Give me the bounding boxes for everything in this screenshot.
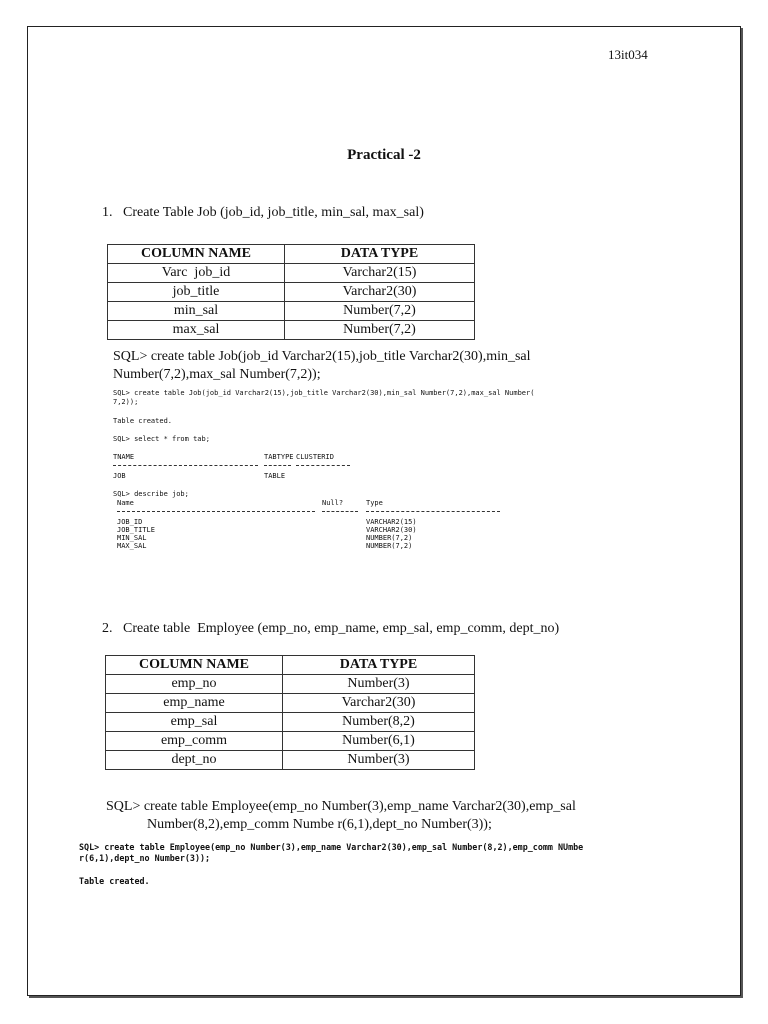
question-2-title: 2. Create table Employee (emp_no, emp_name, emp_sal, emp_comm, dept_no)	[102, 621, 560, 636]
table-header-row	[106, 656, 475, 675]
console-line: SQL> select * from tab;	[113, 435, 210, 443]
desc-header-name: Name	[117, 499, 134, 507]
table-row	[108, 283, 475, 302]
column-name-cell: Varc job_id	[108, 264, 285, 283]
desc-row-type: VARCHAR2(30)	[366, 526, 417, 534]
table-row	[106, 751, 475, 770]
desc-header-null: Null?	[322, 499, 344, 507]
console-line: SQL> create table Job(job_id Varchar2(15),job_title Varchar2(30),min_sal Number(7,2),max_sal Number(	[113, 389, 535, 397]
tab-header-tabtype: TABTYPE	[264, 453, 294, 461]
tab-header-clusterid: CLUSTERID	[296, 453, 334, 461]
data-type-header: DATA TYPE	[283, 656, 475, 675]
column-name-cell: emp_comm	[106, 732, 283, 751]
data-type-cell: Varchar2(30)	[283, 694, 475, 713]
console-line: SQL> describe job;	[113, 490, 189, 498]
table-header-row	[108, 245, 475, 264]
data-type-cell: Number(7,2)	[285, 321, 475, 340]
table-row	[106, 675, 475, 694]
desc-row-type: NUMBER(7,2)	[366, 542, 413, 550]
column-name-cell: min_sal	[108, 302, 285, 321]
column-name-cell: emp_sal	[106, 713, 283, 732]
desc-row-name: JOB_TITLE	[117, 526, 155, 534]
divider	[113, 465, 258, 466]
column-name-cell: job_title	[108, 283, 285, 302]
divider	[322, 511, 358, 512]
data-type-cell: Number(6,1)	[283, 732, 475, 751]
console-line: Table created.	[113, 417, 173, 425]
column-name-header: COLUMN NAME	[106, 656, 283, 675]
desc-row-name: MAX_SAL	[117, 542, 147, 550]
question-1-title: 1. Create Table Job (job_id, job_title, min_sal, max_sal)	[102, 205, 424, 220]
desc-row-type: NUMBER(7,2)	[366, 534, 413, 542]
table-row	[106, 732, 475, 751]
table-row	[108, 321, 475, 340]
data-type-cell: Varchar2(30)	[285, 283, 475, 302]
employee-create-sql-line-1: SQL> create table Employee(emp_no Number(3),emp_name Varchar2(30),emp_sal	[106, 799, 576, 814]
console-line: SQL> create table Employee(emp_no Number(3),emp_name Varchar2(30),emp_sal Number(8,2),emp_comm NUmbe	[79, 842, 584, 852]
tab-row-tname: JOB	[113, 472, 126, 480]
data-type-header: DATA TYPE	[285, 245, 475, 264]
data-type-cell: Number(3)	[283, 675, 475, 694]
divider	[264, 465, 291, 466]
column-name-header: COLUMN NAME	[108, 245, 285, 264]
table-row	[108, 264, 475, 283]
divider	[366, 511, 500, 512]
job-columns-table	[107, 244, 475, 340]
page-title: Practical -2	[347, 147, 421, 163]
employee-columns-table	[105, 655, 475, 770]
table-row	[106, 713, 475, 732]
desc-row-type: VARCHAR2(15)	[366, 518, 417, 526]
desc-row-name: MIN_SAL	[117, 534, 147, 542]
column-name-cell: max_sal	[108, 321, 285, 340]
desc-header-type: Type	[366, 499, 383, 507]
tab-row-tabtype: TABLE	[264, 472, 286, 480]
data-type-cell: Varchar2(15)	[285, 264, 475, 283]
console-line: r(6,1),dept_no Number(3));	[79, 853, 211, 863]
data-type-cell: Number(3)	[283, 751, 475, 770]
console-line: 7,2));	[113, 398, 139, 406]
column-name-cell: emp_name	[106, 694, 283, 713]
desc-row-name: JOB_ID	[117, 518, 143, 526]
column-name-cell: dept_no	[106, 751, 283, 770]
document-id: 13it034	[608, 47, 648, 62]
divider	[117, 511, 315, 512]
table-row	[108, 302, 475, 321]
data-type-cell: Number(7,2)	[285, 302, 475, 321]
tab-header-tname: TNAME	[113, 453, 135, 461]
divider	[296, 465, 350, 466]
table-row	[106, 694, 475, 713]
employee-create-sql-line-2: Number(8,2),emp_comm Numbe r(6,1),dept_no Number(3));	[147, 817, 492, 832]
column-name-cell: emp_no	[106, 675, 283, 694]
job-create-sql: SQL> create table Job(job_id Varchar2(15),job_title Varchar2(30),min_sal Number(7,2),max_sal Number(7,2));	[113, 349, 531, 382]
data-type-cell: Number(8,2)	[283, 713, 475, 732]
console-line: Table created.	[79, 876, 150, 886]
